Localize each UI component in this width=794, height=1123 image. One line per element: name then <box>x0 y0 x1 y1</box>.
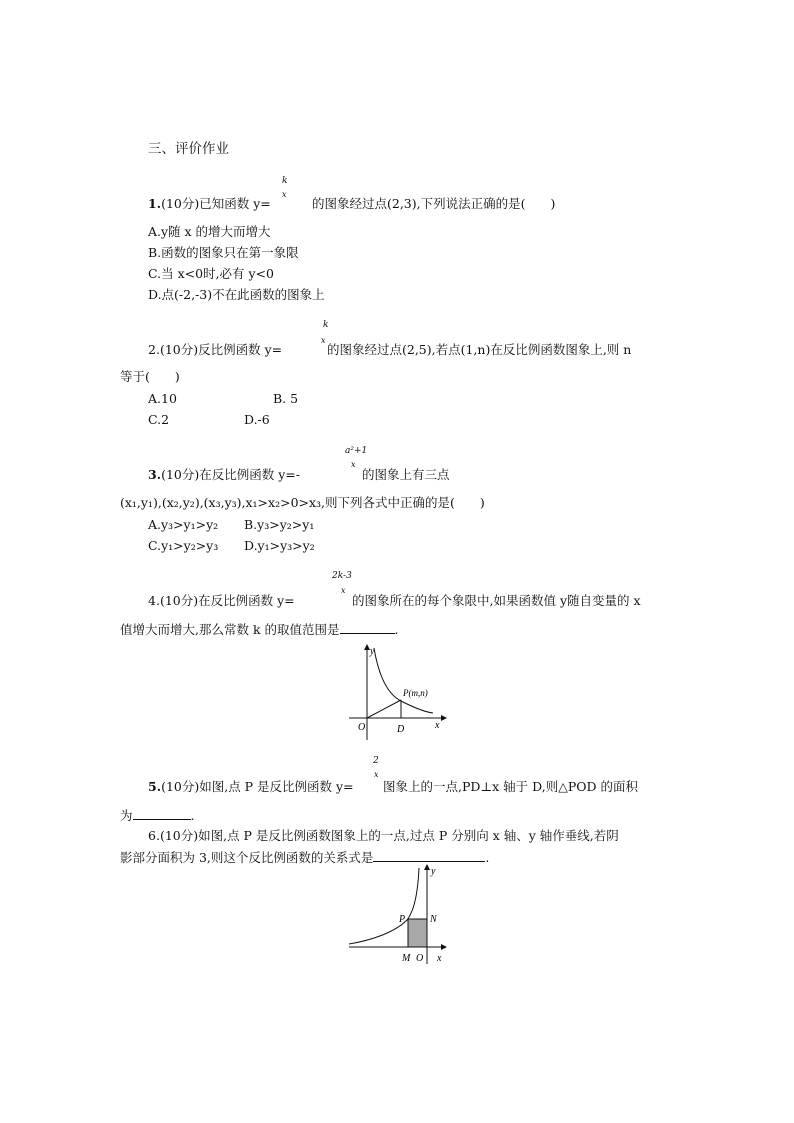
q4-stem <box>148 593 295 608</box>
fig1-p-label: P(m,n) <box>403 688 428 698</box>
q3-stem-c: (x₁,y₁),(x₂,y₂),(x₃,y₃),x₁>x₂>0>x₃,则下列各式中正确的是( ) <box>120 495 485 510</box>
q5-fraction-denominator: x <box>374 770 379 779</box>
q5-number: 5. <box>148 779 162 794</box>
q6-stem-b: 影部分面积为 3,则这个反比例函数的关系式是 <box>120 850 374 865</box>
q1-stem <box>148 196 271 211</box>
q5-stem <box>148 779 354 794</box>
q1-option-a: A.y随 x 的增大而增大 <box>148 224 271 239</box>
q3-fraction-denominator: x <box>351 460 356 469</box>
q3-stem-a: (10分)在反比例函数 y=- <box>161 467 300 482</box>
fig2-x-arrow <box>441 944 447 950</box>
q2-option-d: D.-6 <box>244 412 270 427</box>
q4-stem-b: 的图象所在的每个象限中,如果函数值 y随自变量的 x <box>352 593 641 608</box>
figure-2-graph <box>345 860 455 970</box>
q2-fraction-denominator: x <box>321 336 326 345</box>
q4-stem-end: . <box>394 622 399 637</box>
q2-option-c: C.2 <box>148 412 170 427</box>
q4-number: 4. <box>148 593 160 608</box>
q5-stem-end: . <box>190 808 195 823</box>
fig2-m-label: M <box>402 953 411 964</box>
q5-stem-c-line <box>120 807 195 823</box>
fig2-p-label: P <box>399 914 406 925</box>
q1-stem-a: (10分)已知函数 y= <box>161 196 271 211</box>
q5-answer-blank[interactable] <box>133 807 191 820</box>
fig2-n-label: N <box>430 914 437 925</box>
q2-option-b: B. 5 <box>273 391 299 406</box>
q4-stem-a: (10分)在反比例函数 y= <box>159 593 295 608</box>
fig2-y-label: y <box>431 866 436 877</box>
q1-fraction-denominator: x <box>282 190 287 199</box>
q2-fraction-numerator: k <box>323 320 329 330</box>
q2-stem-b: 的图象经过点(2,5),若点(1,n)在反比例函数图象上,则 n <box>327 342 632 357</box>
q2-stem <box>148 342 282 357</box>
q3-option-d: D.y₁>y₃>y₂ <box>244 538 315 553</box>
q5-fraction-numerator: 2 <box>373 756 379 766</box>
q2-option-a: A.10 <box>148 391 177 406</box>
fig1-x-label: x <box>435 720 440 731</box>
q1-option-b: B.函数的图象只在第一象限 <box>148 245 299 260</box>
q6-stem-a: (10分)如图,点 P 是反比例函数图象上的一点,过点 P 分别向 x 轴、y 轴作垂线,若阴 <box>159 828 619 843</box>
q5-stem-c: 为 <box>120 808 133 823</box>
fig2-o-label: O <box>416 953 424 964</box>
q5-stem-b: 图象上的一点,PD⊥x 轴于 D,则△POD 的面积 <box>383 779 638 794</box>
q3-stem <box>148 467 300 482</box>
figure-1-graph <box>345 642 455 742</box>
q6-number: 6. <box>148 828 160 843</box>
fig1-d-label: D <box>397 724 405 735</box>
q6-stem <box>148 828 619 843</box>
q4-fraction-numerator: 2k-3 <box>332 571 352 581</box>
section-title: 三、评价作业 <box>148 141 229 157</box>
q3-fraction-numerator: a²+1 <box>345 446 368 456</box>
q5-stem-a: (10分)如图,点 P 是反比例函数 y= <box>161 779 354 794</box>
q3-option-a: A.y₃>y₁>y₂ <box>148 517 219 532</box>
q1-fraction-numerator: k <box>282 176 288 186</box>
q1-option-c: C.当 x<0时,必有 y<0 <box>148 266 274 281</box>
q3-option-c: C.y₁>y₂>y₃ <box>148 538 219 553</box>
q4-fraction-denominator: x <box>341 586 346 595</box>
fig1-x-arrow <box>441 715 447 721</box>
q1-stem-b: 的图象经过点(2,3),下列说法正确的是( ) <box>312 196 556 211</box>
fig2-shaded-rectangle <box>408 919 427 947</box>
fig1-segment-op <box>367 700 401 718</box>
q3-number: 3. <box>148 467 162 482</box>
q3-option-b: B.y₃>y₂>y₁ <box>244 517 315 532</box>
q2-number: 2. <box>148 342 160 357</box>
q6-stem-end: . <box>485 850 490 865</box>
q2-stem-a: (10分)反比例函数 y= <box>159 342 283 357</box>
q1-option-d: D.点(-2,-3)不在此函数的图象上 <box>148 287 325 302</box>
fig1-o-label: O <box>358 722 366 733</box>
fig1-curve <box>374 648 433 713</box>
fig2-y-arrow <box>424 864 430 870</box>
fig2-x-label: x <box>437 953 442 964</box>
fig1-y-label: y <box>370 646 375 657</box>
q4-stem-c-line <box>120 621 398 637</box>
q4-stem-c: 值增大而增大,那么常数 k 的取值范围是 <box>120 622 340 637</box>
q2-stem-c: 等于( ) <box>120 369 180 384</box>
q3-stem-b: 的图象上有三点 <box>362 467 450 482</box>
q1-number: 1. <box>148 196 162 211</box>
q4-answer-blank[interactable] <box>340 621 395 634</box>
